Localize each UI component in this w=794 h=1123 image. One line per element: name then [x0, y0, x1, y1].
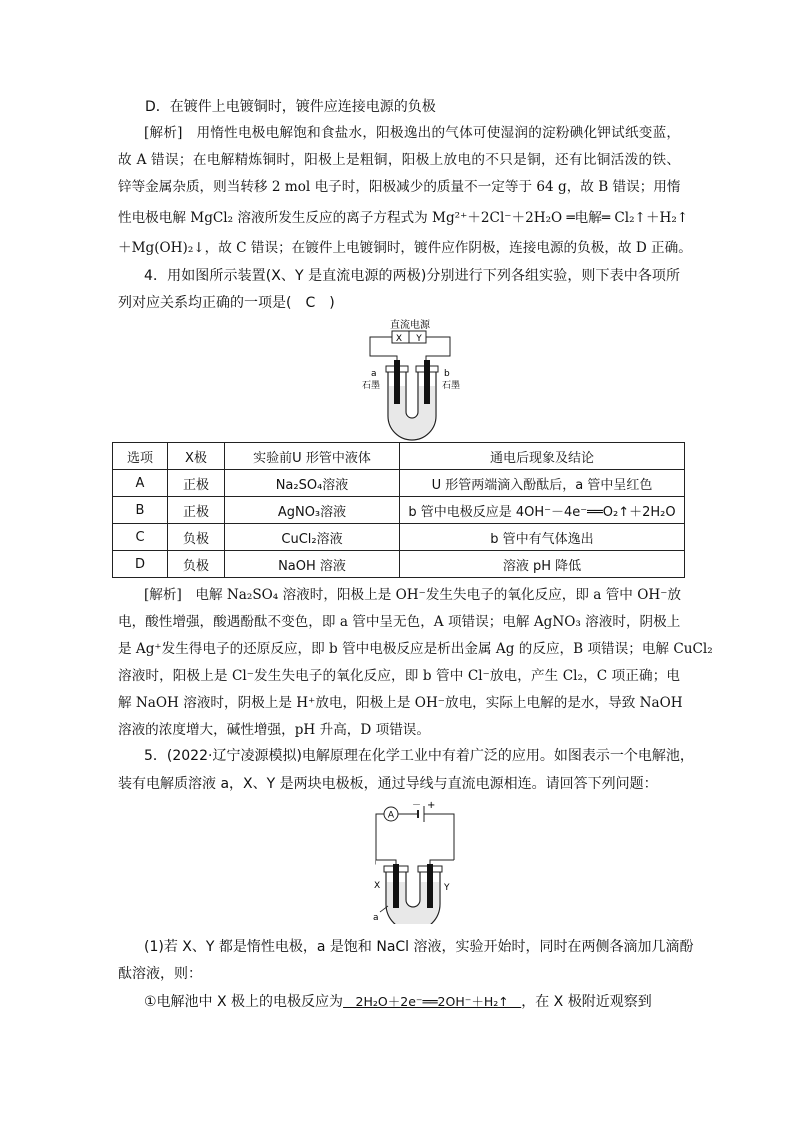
- question-5-1-answer-line: [144, 992, 652, 1012]
- analysis-2-line: [解析] 电解 Na₂SO₄ 溶液时，阳极上是 OH⁻发生失电子的氧化反应，即 a 管中 OH⁻放: [144, 587, 681, 603]
- y-terminal-label: Y: [416, 334, 422, 344]
- analysis-2-line: 溶液的浓度增大，碱性增强，pH 升高，D 项错误。: [118, 722, 430, 738]
- option-d-text: D．在镀件上电镀铜时，镀件应连接电源的负极: [145, 99, 436, 115]
- question-5-line: 5．(2022·辽宁凌源模拟)电解原理在化学工业中有着广泛的应用。如图表示一个电解池，: [144, 748, 694, 764]
- wire-left: [370, 337, 397, 368]
- table-cell: CuCl₂溶液: [225, 524, 400, 551]
- table-cell: 溶液 pH 降低: [400, 551, 685, 578]
- table-cell: U 形管两端滴入酚酞后，a 管中呈红色: [400, 470, 685, 497]
- power-supply-label: 直流电源: [390, 320, 430, 331]
- ammeter-label: A: [387, 810, 395, 821]
- question-4-line: 列对应关系均正确的一项是( C ): [118, 295, 335, 311]
- table-header-cell: 选项: [113, 443, 168, 470]
- electrode-b: [424, 360, 430, 404]
- table-cell: 负极: [168, 551, 225, 578]
- analysis-2-line: 解 NaOH 溶液时，阴极上是 H⁺放电，阳极上是 OH⁻放电，实际上电解的是水，导致 NaOH: [118, 695, 683, 711]
- electrode-a-material: 石墨: [362, 381, 381, 391]
- answer-prefix: ①电解池中 X 极上的电极反应为: [144, 994, 344, 1010]
- answer-suffix: ，在 X 极附近观察到: [521, 994, 652, 1010]
- analysis-1-line: ＋Mg(OH)₂↓，故 C 错误；在镀件上电镀铜时，镀件应作阴极，连接电源的负极，故 D 正确。: [118, 240, 692, 256]
- analysis-2-line: 是 Ag⁺发生得电子的还原反应，即 b 管中电极反应是析出金属 Ag 的反应，B 项错误；电解 CuCl₂: [118, 641, 713, 657]
- electrolysis-figure-2: [360, 800, 470, 924]
- table-cell: 正极: [168, 497, 225, 524]
- table-cell: 正极: [168, 470, 225, 497]
- electrode-y-label: Y: [444, 883, 450, 893]
- table-row: [113, 551, 685, 578]
- question-5-line: 装有电解质溶液 a，X、Y 是两块电极板，通过导线与直流电源相连。请回答下列问题：: [118, 776, 658, 792]
- question-5-1-line: 酞溶液，则：: [118, 966, 202, 982]
- electrode-x: [393, 864, 399, 908]
- positive-terminal-label: +: [427, 800, 436, 811]
- analysis-1-line: 故 A 错误；在电解精炼铜时，阳极上是粗铜，阳极上放电的不只是铜，还有比铜活泼的铁、: [118, 152, 680, 168]
- analysis-1-line: 锌等金属杂质，则当转移 2 mol 电子时，阳极减少的质量不一定等于 64 g，故 B 错误；用惰: [118, 179, 681, 195]
- table-header-cell: 实验前U 形管中液体: [225, 443, 400, 470]
- solution-a-label: a: [373, 913, 379, 923]
- table-row: [113, 470, 685, 497]
- electrode-a-label: a: [371, 369, 377, 379]
- table-row: [113, 524, 685, 551]
- electrolysis-figure-1: [340, 316, 470, 442]
- table-cell: 负极: [168, 524, 225, 551]
- table-cell: C: [113, 524, 168, 551]
- negative-terminal-label: －: [412, 801, 422, 811]
- electrode-a: [394, 360, 400, 404]
- question-5-1-line: (1)若 X、Y 都是惰性电极，a 是饱和 NaCl 溶液，实验开始时，同时在两侧各滴加几滴酚: [144, 939, 694, 955]
- answer-blank: 2H₂O＋2e⁻══2OH⁻＋H₂↑: [343, 994, 522, 1009]
- table-cell: AgNO₃溶液: [225, 497, 400, 524]
- table-cell: b 管中有气体逸出: [400, 524, 685, 551]
- table-cell: Na₂SO₄溶液: [225, 470, 400, 497]
- analysis-2-line: 溶液时，阳极上是 Cl⁻发生失电子的氧化反应，即 b 管中 Cl⁻放电，产生 Cl₂，C 项正确；电: [118, 668, 680, 684]
- table-cell: D: [113, 551, 168, 578]
- analysis-2-line: 电，酸性增强，酸遇酚酞不变色，即 a 管中呈无色，A 项错误；电解 AgNO₃ 溶液时，阴极上: [118, 614, 681, 630]
- table-cell: A: [113, 470, 168, 497]
- table-header-row: [113, 443, 685, 470]
- analysis-1-line: [解析] 用惰性电极电解饱和食盐水，阳极逸出的气体可使湿润的淀粉碘化钾试纸变蓝，: [144, 125, 680, 141]
- table-cell: b 管中电极反应是 4OH⁻－4e⁻══O₂↑＋2H₂O: [400, 497, 685, 524]
- table-header-cell: X极: [168, 443, 225, 470]
- table-cell: B: [113, 497, 168, 524]
- electrode-y: [427, 864, 433, 908]
- question-4-line: 4．用如图所示装置(X、Y 是直流电源的两极)分别进行下列各组实验，则下表中各项所: [144, 268, 680, 284]
- table-header-cell: 通电后现象及结论: [400, 443, 685, 470]
- electrode-b-material: 石墨: [442, 381, 461, 391]
- electrode-b-label: b: [444, 369, 450, 379]
- table-cell: NaOH 溶液: [225, 551, 400, 578]
- table-row: [113, 497, 685, 524]
- x-terminal-label: X: [395, 334, 403, 344]
- analysis-1-line: 性电极电解 MgCl₂ 溶液所发生反应的离子方程式为 Mg²⁺＋2Cl⁻＋2H₂O ═电解═ Cl₂↑＋H₂↑: [118, 210, 689, 226]
- circuit-wire: [376, 814, 454, 864]
- options-table: [112, 442, 685, 578]
- electrode-x-label: X: [374, 881, 381, 891]
